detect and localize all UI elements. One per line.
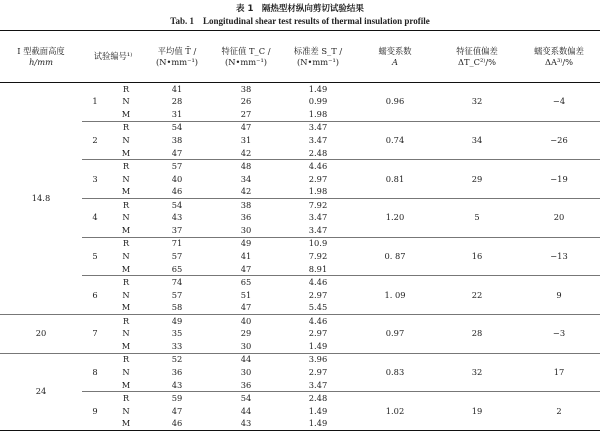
char-value-cell: 30 (240, 341, 252, 351)
std-dev-cell: 2.97 (308, 173, 328, 184)
char-value-cell: 42 (240, 147, 252, 158)
char-value-cell: 54 (240, 393, 252, 404)
header-height-line1: I 型截面高度 (17, 45, 65, 56)
char-dev-cell: 32 (471, 96, 483, 107)
height-cell: 14.8 (31, 193, 51, 204)
specimen-type-cell: R (122, 315, 130, 326)
specimen-type-cell: R (122, 83, 130, 94)
mean-cell: 58 (171, 302, 183, 313)
char-value-cell: 43 (240, 418, 252, 429)
specimen-type-cell: N (122, 173, 130, 184)
char-dev-cell: 16 (471, 251, 483, 262)
table-row (0, 276, 600, 289)
creep-coef-cell: 0. 87 (384, 251, 406, 262)
sample-number-cell: 4 (92, 212, 98, 223)
header-std (282, 31, 354, 83)
table-row (0, 315, 600, 328)
table-row (0, 199, 600, 212)
specimen-type-cell: N (122, 328, 130, 339)
char-dev-cell: 5 (474, 212, 480, 223)
sample-number-cell: 7 (92, 328, 98, 339)
creep-coef-cell: 0.97 (385, 328, 405, 339)
shear-test-table (0, 30, 600, 431)
char-value-cell: 47 (240, 263, 252, 274)
mean-cell: 47 (171, 405, 183, 416)
sample-number-cell: 1 (92, 96, 98, 107)
mean-cell: 54 (171, 199, 183, 210)
specimen-type-cell: R (122, 354, 130, 365)
specimen-type-cell: N (122, 405, 130, 416)
creep-dev-cell: −13 (550, 251, 568, 262)
std-dev-cell: 3.47 (308, 122, 328, 133)
header-mean (144, 31, 210, 83)
char-dev-cell: 34 (471, 135, 483, 145)
header-creep-dev-line1: 蠕变系数偏差 (534, 45, 584, 56)
header-std-line1: 标准差 S_T / (293, 45, 343, 56)
char-value-cell: 38 (240, 83, 252, 94)
specimen-type-cell: M (121, 302, 131, 313)
char-value-cell: 49 (240, 238, 252, 249)
mean-cell: 47 (171, 147, 183, 158)
header-char-dev-line1: 特征值偏差 (456, 45, 498, 56)
char-value-cell: 26 (240, 96, 252, 107)
char-value-cell: 38 (240, 199, 252, 210)
header-sample-line1: 试验编号¹⁾ (93, 51, 133, 61)
char-value-cell: 30 (240, 367, 252, 378)
char-value-cell: 51 (240, 289, 252, 300)
table-row (0, 121, 600, 134)
creep-dev-cell: 17 (553, 367, 565, 378)
header-sample (82, 31, 144, 83)
specimen-type-cell: R (122, 277, 130, 288)
std-dev-cell: 4.46 (308, 161, 328, 172)
char-value-cell: 48 (240, 161, 252, 172)
char-dev-cell: 28 (471, 328, 483, 339)
mean-cell: 46 (171, 418, 183, 429)
creep-dev-cell: −19 (550, 173, 568, 184)
mean-cell: 40 (171, 173, 183, 184)
char-dev-cell: 19 (471, 405, 483, 416)
specimen-type-cell: R (122, 199, 130, 210)
sample-number-cell: 8 (92, 367, 98, 378)
height-cell: 20 (35, 328, 47, 339)
std-dev-cell: 4.46 (308, 315, 328, 326)
table-row (0, 160, 600, 173)
std-dev-cell: 8.91 (308, 263, 328, 274)
specimen-type-cell: M (121, 341, 131, 351)
header-creep-dev (518, 31, 600, 83)
table-row (0, 392, 600, 405)
char-value-cell: 31 (240, 135, 252, 145)
header-height-line2: h/mm (29, 56, 53, 67)
specimen-type-cell: N (122, 135, 130, 145)
char-dev-cell: 22 (471, 289, 483, 300)
std-dev-cell: 2.48 (308, 147, 328, 158)
table-row (0, 237, 600, 250)
char-value-cell: 29 (240, 328, 252, 339)
header-creep-dev-line2: ΔA³⁾/% (544, 56, 574, 67)
creep-coef-cell: 1.20 (385, 212, 405, 223)
sample-number-cell: 2 (92, 135, 98, 145)
mean-cell: 65 (171, 263, 183, 274)
char-value-cell: 30 (240, 224, 252, 235)
char-dev-cell: 32 (471, 367, 483, 378)
specimen-type-cell: M (121, 147, 131, 158)
mean-cell: 74 (171, 277, 183, 288)
table-caption-en: Tab. 1 Longitudinal shear test results of thermal insulation profile (170, 16, 430, 26)
header-row (0, 31, 600, 83)
std-dev-cell: 3.47 (308, 379, 328, 390)
mean-cell: 38 (171, 135, 183, 145)
specimen-type-cell: N (122, 289, 130, 300)
header-mean-line1: 平均值 T̄ / (157, 45, 197, 56)
table-row (0, 83, 600, 96)
std-dev-cell: 1.49 (308, 341, 328, 351)
specimen-type-cell: N (122, 251, 130, 262)
std-dev-cell: 2.97 (308, 328, 328, 339)
std-dev-cell: 3.47 (308, 135, 328, 145)
creep-dev-cell: −3 (552, 328, 566, 339)
sample-number-cell: 9 (92, 405, 98, 416)
std-dev-cell: 7.92 (308, 199, 328, 210)
std-dev-cell: 7.92 (308, 251, 328, 262)
specimen-type-cell: R (122, 238, 130, 249)
specimen-type-cell: M (121, 263, 131, 274)
char-dev-cell: 29 (471, 173, 483, 184)
char-value-cell: 47 (240, 302, 252, 313)
mean-cell: 35 (171, 328, 183, 339)
mean-cell: 49 (171, 315, 183, 326)
std-dev-cell: 1.49 (308, 405, 328, 416)
specimen-type-cell: N (122, 212, 130, 223)
sample-number-cell: 6 (92, 289, 98, 300)
mean-cell: 52 (171, 354, 183, 365)
header-creep-line1: 蠕变系数 (378, 45, 412, 56)
specimen-type-cell: M (121, 418, 131, 429)
std-dev-cell: 3.47 (308, 224, 328, 235)
char-value-cell: 42 (240, 186, 252, 197)
std-dev-cell: 1.49 (308, 418, 328, 429)
creep-coef-cell: 0.74 (385, 135, 405, 145)
std-dev-cell: 2.97 (308, 289, 328, 300)
char-value-cell: 44 (240, 405, 252, 416)
specimen-type-cell: R (122, 122, 130, 133)
height-cell: 24 (35, 386, 47, 397)
header-char-line1: 特征值 T_C / (221, 45, 271, 56)
header-char (210, 31, 282, 83)
std-dev-cell: 1.49 (308, 83, 328, 94)
std-dev-cell: 1.98 (308, 186, 328, 197)
mean-cell: 37 (171, 224, 183, 235)
mean-cell: 54 (171, 122, 183, 133)
std-dev-cell: 3.96 (308, 354, 328, 365)
mean-cell: 28 (171, 96, 183, 107)
header-std-line2: (N•mm⁻¹) (296, 56, 340, 67)
mean-cell: 41 (171, 83, 183, 94)
std-dev-cell: 4.46 (308, 277, 328, 288)
mean-cell: 43 (171, 212, 183, 223)
specimen-type-cell: N (122, 96, 130, 107)
creep-dev-cell: −26 (550, 135, 568, 145)
creep-dev-cell: 2 (556, 405, 562, 416)
std-dev-cell: 3.47 (308, 212, 328, 223)
char-value-cell: 40 (240, 315, 252, 326)
creep-coef-cell: 0.83 (385, 367, 405, 378)
std-dev-cell: 1.98 (308, 108, 328, 119)
specimen-type-cell: M (121, 108, 131, 119)
table-caption-cn: 表 1 隔热型材纵向剪切试验结果 (236, 4, 364, 14)
mean-cell: 59 (171, 393, 183, 404)
creep-dev-cell: −4 (552, 96, 566, 107)
header-height (0, 31, 82, 83)
header-char-dev (436, 31, 518, 83)
mean-cell: 71 (171, 238, 183, 249)
char-value-cell: 41 (240, 251, 252, 262)
std-dev-cell: 2.48 (308, 393, 328, 404)
header-creep (354, 31, 436, 83)
mean-cell: 36 (171, 367, 183, 378)
sample-number-cell: 5 (92, 251, 98, 262)
specimen-type-cell: N (122, 367, 130, 378)
header-creep-line2: A (392, 56, 398, 67)
char-value-cell: 36 (240, 379, 252, 390)
std-dev-cell: 0.99 (308, 96, 328, 107)
creep-coef-cell: 1.02 (385, 405, 405, 416)
char-value-cell: 44 (240, 354, 252, 365)
creep-coef-cell: 0.96 (385, 96, 405, 107)
header-mean-line2: (N•mm⁻¹) (155, 56, 199, 67)
header-char-line2: (N•mm⁻¹) (224, 56, 268, 67)
creep-coef-cell: 0.81 (385, 173, 405, 184)
specimen-type-cell: M (121, 186, 131, 197)
mean-cell: 57 (171, 251, 183, 262)
std-dev-cell: 5.45 (308, 302, 328, 313)
sample-number-cell: 3 (92, 173, 98, 184)
char-value-cell: 36 (240, 212, 252, 223)
creep-dev-cell: 9 (556, 289, 562, 300)
char-value-cell: 65 (240, 277, 252, 288)
std-dev-cell: 2.97 (308, 367, 328, 378)
char-value-cell: 47 (240, 122, 252, 133)
header-char-dev-line2: ΔT_C²⁾/% (457, 56, 497, 67)
specimen-type-cell: R (122, 393, 130, 404)
specimen-type-cell: R (122, 161, 130, 172)
mean-cell: 31 (171, 108, 183, 119)
table-body (0, 83, 600, 431)
mean-cell: 33 (171, 341, 183, 351)
std-dev-cell: 10.9 (308, 238, 328, 249)
creep-coef-cell: 1. 09 (384, 289, 406, 300)
mean-cell: 46 (171, 186, 183, 197)
specimen-type-cell: M (121, 379, 131, 390)
mean-cell: 57 (171, 289, 183, 300)
char-value-cell: 27 (240, 108, 252, 119)
specimen-type-cell: M (121, 224, 131, 235)
mean-cell: 43 (171, 379, 183, 390)
creep-dev-cell: 20 (553, 212, 565, 223)
mean-cell: 57 (171, 161, 183, 172)
char-value-cell: 34 (240, 173, 252, 184)
table-row (0, 353, 600, 366)
